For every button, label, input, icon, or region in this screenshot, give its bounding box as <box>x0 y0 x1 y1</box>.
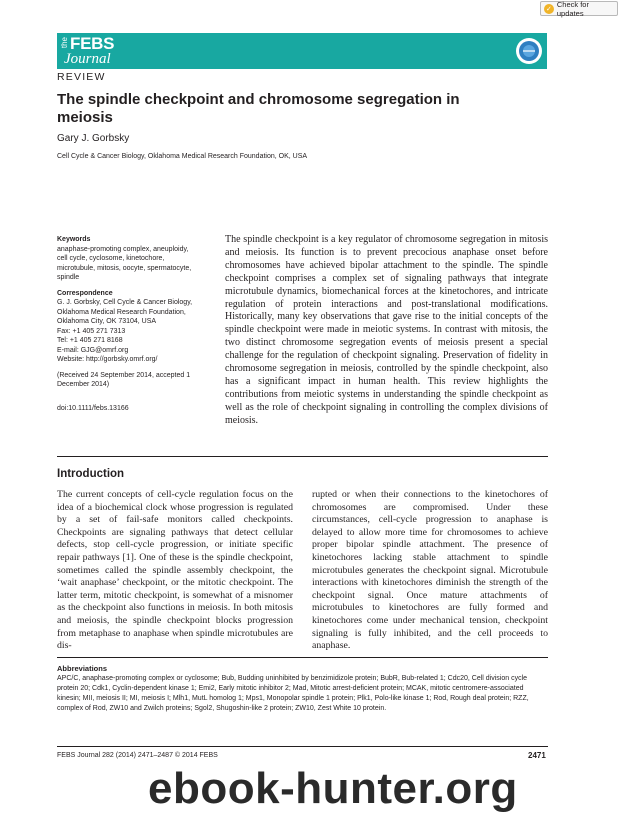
author-name: Gary J. Gorbsky <box>57 133 130 144</box>
author-affiliation: Cell Cycle & Cancer Biology, Oklahoma Medical Research Foundation, OK, USA <box>57 153 308 160</box>
intro-left-column: The current concepts of cell-cycle regulation focus on the idea of a biochemical clock whose progression is regulated by a set of fail-safe monitors called checkpoints. Checkpoints are signaling pathways that detect cellular defects, stop cell-cycle progression, or initiate specific repair pathways [1]. One of these is the spindle checkpoint, sometimes called the spindle assembly checkpoint, the ‘wait anaphase’ checkpoint, or the mitotic checkpoint. The latter term, mitotic checkpoint, is somewhat of a misnomer as the checkpoint also functions in meiosis. In both mitosis and meiosis, the spindle checkpoint blocks progression from metaphase to anaphase when spindle microtubules are dis- <box>57 489 293 652</box>
logo-journal: Journal <box>64 51 111 67</box>
section-divider <box>57 456 548 457</box>
keywords-heading: Keywords <box>57 236 91 243</box>
watermark-text: ebook-hunter.org <box>148 764 518 813</box>
page-number: 2471 <box>528 751 546 760</box>
article-sidebar <box>57 235 222 419</box>
febs-seal-icon <box>515 37 543 65</box>
correspondence-line: G. J. Gorbsky, Cell Cycle & Cancer Biology, <box>57 299 193 306</box>
tel-line: Tel: +1 405 271 8168 <box>57 337 123 344</box>
correspondence-line: Oklahoma Medical Research Foundation, <box>57 308 186 316</box>
logo-the: the <box>60 37 69 49</box>
footer-divider <box>57 746 548 747</box>
section-label: REVIEW <box>57 71 106 83</box>
received-line: (Received 24 September 2014, accepted 1 <box>57 371 191 379</box>
keywords-line: anaphase-promoting complex, aneuploidy, <box>57 245 189 253</box>
email-link[interactable]: E-mail: GJG@omrf.org <box>57 346 129 354</box>
keywords-line: microtubule, mitosis, oocyte, spermatocyte, <box>57 264 192 272</box>
received-line: December 2014) <box>57 381 110 388</box>
keywords-line: spindle <box>57 274 80 281</box>
journal-banner <box>57 33 547 69</box>
introduction-heading: Introduction <box>57 468 125 480</box>
fax-line: Fax: +1 405 271 7313 <box>57 327 126 335</box>
correspondence-heading: Correspondence <box>57 289 113 297</box>
abbreviations-heading: Abbreviations <box>57 664 108 673</box>
logo-febs: FEBS <box>70 34 115 53</box>
website-link[interactable]: Website: http://gorbsky.omrf.org/ <box>57 356 158 363</box>
abbreviations-divider <box>57 657 548 658</box>
doi-link[interactable]: doi:10.1111/febs.13166 <box>57 404 129 412</box>
journal-citation: FEBS Journal 282 (2014) 2471–2487 © 2014 FEBS <box>57 752 218 759</box>
keywords-line: cell cycle, cyclosome, kinetochore, <box>57 255 165 262</box>
intro-right-column: rupted or when their connections to the kinetochores of chromosomes are compromised. Under these circumstances, cell-cycle progression to anaphase is delayed to allow more time for chromosomes to achieve proper bipolar spindle attachment. The presence of kinetochores lacking stable attachment to spindle microtubules generates the checkpoint signal. Microtubule interactions with kinetochores diminish the strength of the checkpoint signal. Once mature attachments of microtubules to kinetochores are fully formed and kinetochores come under mechanical tension, checkpoint signaling is fully inhibited, and the cell proceeds to anaphase. <box>312 489 548 652</box>
keywords-block <box>57 235 222 283</box>
correspondence-line: Oklahoma City, OK 73104, USA <box>57 318 157 325</box>
check-for-updates-label: Check for updates <box>556 0 589 18</box>
crossmark-icon: ✓ <box>546 5 552 13</box>
abstract-text: The spindle checkpoint is a key regulator of chromosome segregation in mitosis and meiosis. Its function is to prevent precocious anaphase onset before chromosomes have achieved bipolar attachment to the spindle. The spindle checkpoint comprises a complex set of signaling pathways that integrate microtubule dynamics, biomechanical forces at the kinetochores, and intricate regulation of protein interactions and post-translational modifications. Historically, many key observations that gave rise to the initial concepts of the spindle checkpoint were made in meiotic systems. In contrast with mitosis, the two distinct chromosome segregation events of meiosis present a special challenge for the regulation of checkpoint signaling. Preservation of fidelity in chromosome segregation in meiosis, controlled by the spindle checkpoint, also has a significant impact in human health. This review highlights the contributions from meiotic systems in understanding the spindle checkpoint as well as the role of checkpoint signaling in controlling the complex divisions of meiosis. <box>225 234 548 426</box>
correspondence-block <box>57 289 222 365</box>
received-block <box>57 371 222 390</box>
abbreviations-text: APC/C, anaphase-promoting complex or cyclosome; Bub, Budding uninhibited by benzimidizole protein; BubR, Bub-related 1; Cdc20, Cell division cycle protein 20; Cdk1, Cyclin-dependent kinase 1; Emi2, Early mitotic inhibitor 2; Mad, Mitotic arrest-deficient protein; MCAK, mitotic centromere-associated kinesin; MII, meiosis II; MI, meiosis I; Mlh1, MutL homolog 1; Mps1, Monopolar spindle 1 protein; Plk1, Polo-like kinase 1; Rod, Rough deal protein; RZZ, complex of Rod, ZW10 and Zwilch proteins; Sgol2, Shugoshin-like 2 protein; ZW10, Zest White 10 protein. <box>57 675 529 712</box>
article-title: The spindle checkpoint and chromosome segregation in meiosis <box>57 91 460 126</box>
check-for-updates-button[interactable] <box>540 1 618 16</box>
